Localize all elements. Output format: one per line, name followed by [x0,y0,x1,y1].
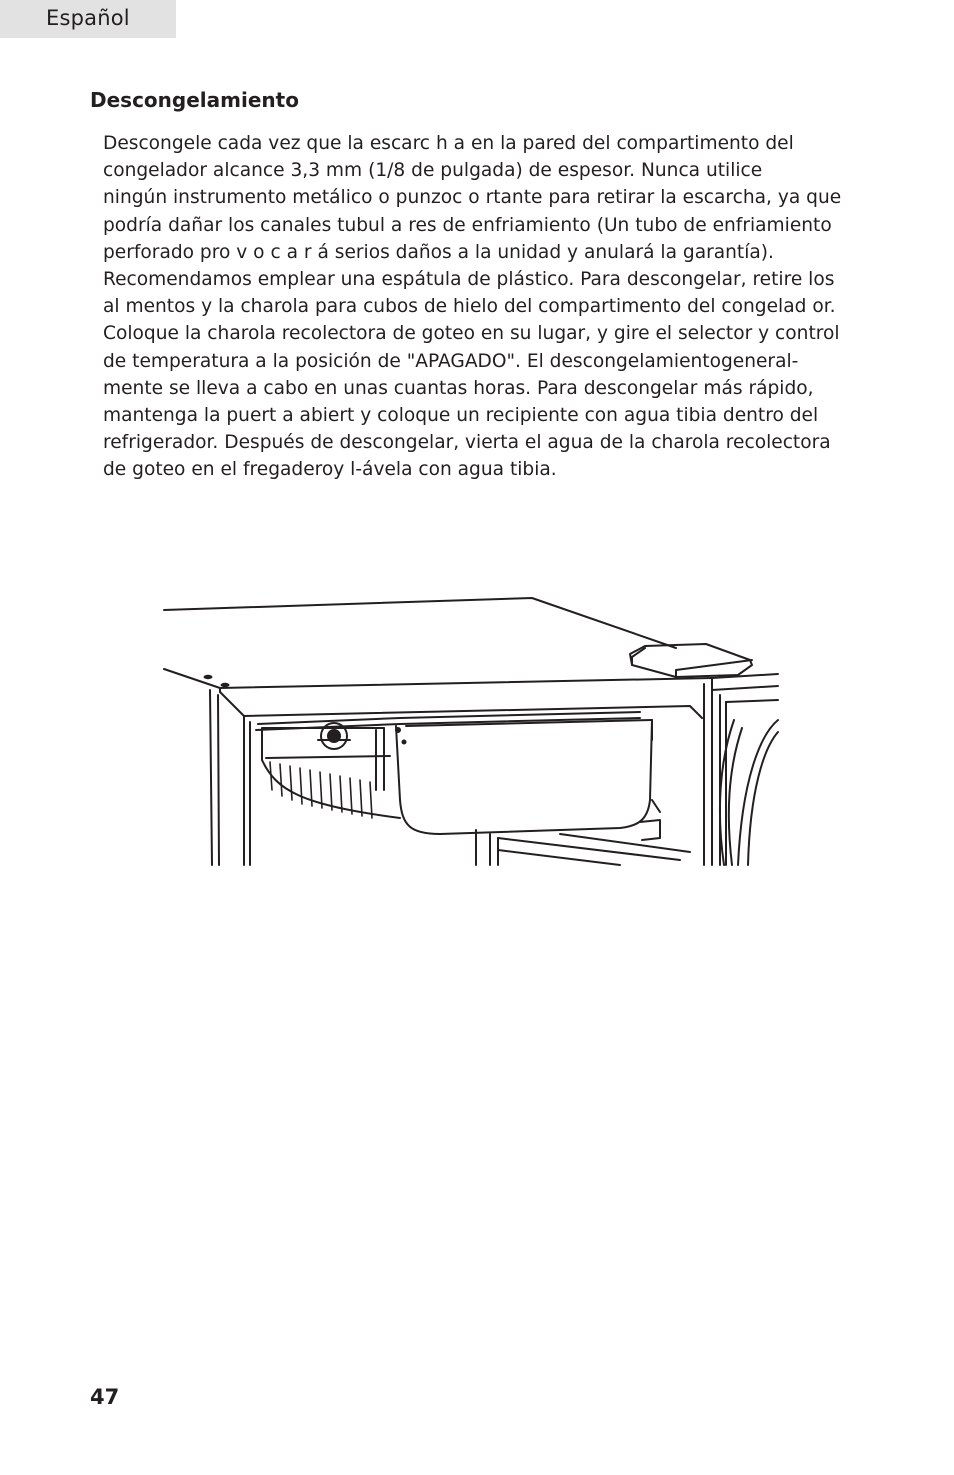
paragraph-line: ningún instrumento metálico o punzoc o rtante para retirar la escarcha, ya que [103,187,842,209]
paragraph-line: podría dañar los canales tubul a res de enfriamiento (Un tubo de enfriamiento [103,214,832,236]
freezer-compartment-illustration [160,590,785,870]
paragraph-line: Descongele cada vez que la escarc h a en la pared del compartimento del [103,133,794,154]
paragraph-line: mantenga la puert a abiert y coloque un recipiente con agua tibia dentro del [103,405,819,427]
language-tab [0,0,176,38]
paragraph-line: de goteo en el fregaderoy l-ávela con agua tibia. [103,459,557,481]
language-tab-label: Español [46,6,130,30]
paragraph-line: Coloque la charola recolectora de goteo en su lugar, y gire el selector y control [103,323,840,345]
paragraph-line: congelador alcance 3,3 mm (1/8 de pulgada) de espesor. Nunca utilice [103,160,763,182]
page-number: 47 [90,1385,120,1409]
paragraph-line: perforado pro v o c a r á serios daños a la unidad y anulará la garantía). [103,241,774,263]
paragraph-line: mente se lleva a cabo en unas cuantas horas. Para descongelar más rápido, [103,377,814,399]
paragraph-line: al mentos y la charola para cubos de hielo del compartimento del congelad or. [103,296,836,318]
paragraph-line: refrigerador. Después de descongelar, vierta el agua de la charola recolectora [103,432,831,454]
section-title: Descongelamiento [90,88,299,112]
paragraph-line: Recomendamos emplear una espátula de plástico. Para descongelar, retire los [103,269,835,291]
body-paragraph [103,130,883,484]
paragraph-line: de temperatura a la posición de "APAGADO". El descongelamientogeneral- [103,350,799,372]
